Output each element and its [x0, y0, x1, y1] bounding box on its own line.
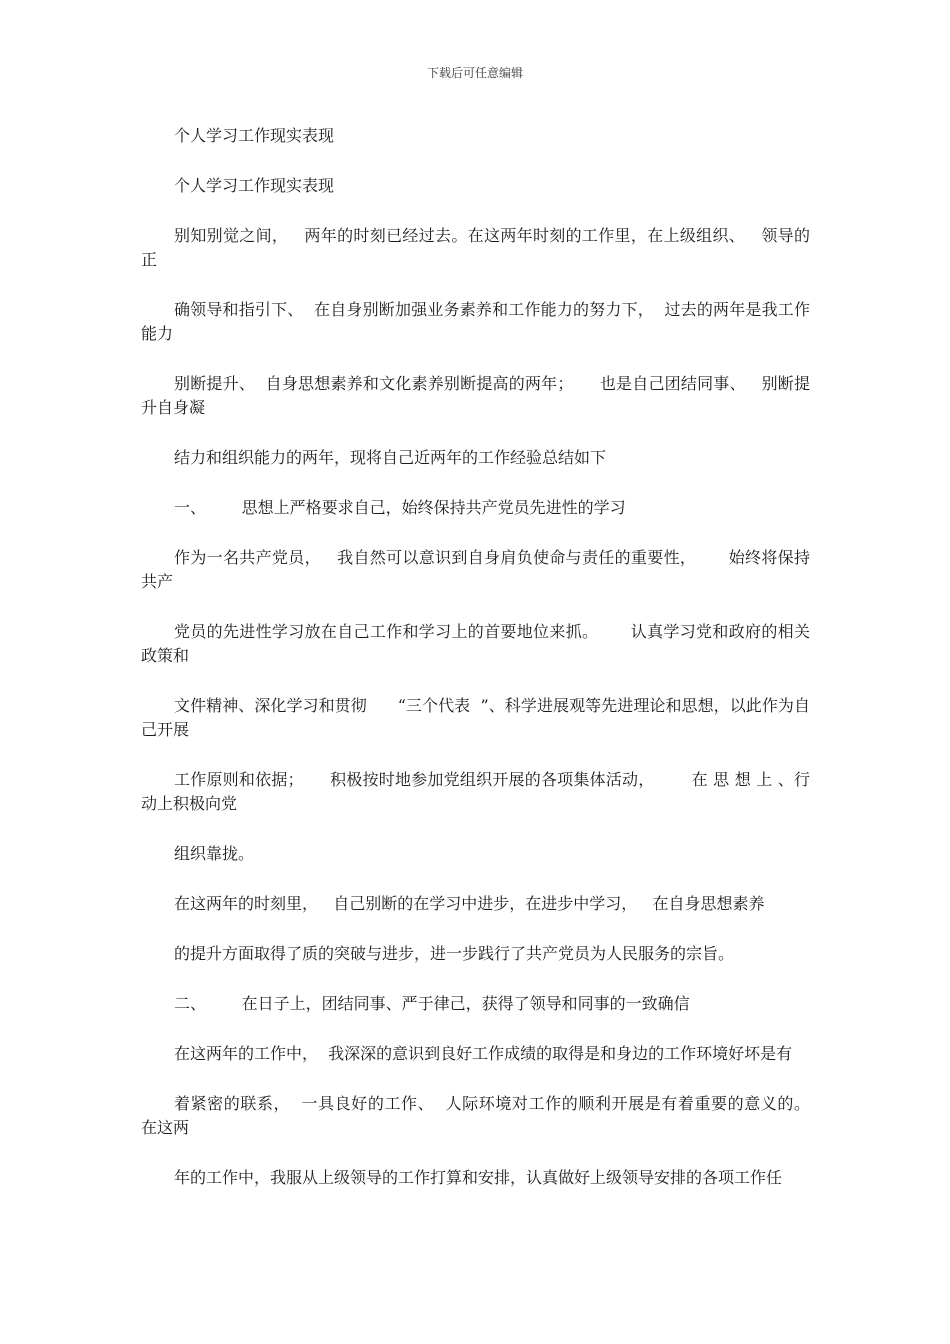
- section-heading-1: 一、 思想上严格要求自己，始终保持共产党员先进性的学习: [174, 498, 626, 517]
- paragraph-line: 着紧密的联系， 一具良好的工作、 人际环境对工作的顺利开展是有着重要的意义的。 在这两: [141, 1094, 821, 1137]
- document-body: [141, 124, 821, 1216]
- section-heading-2: 二、 在日子上，团结同事、严于律己，获得了领导和同事的一致确信: [174, 994, 690, 1013]
- paragraph-line: 文件精神、深化学习和贯彻 “三个代表 ”、科学进展观等先进理论和思想，以此作为自己开展: [141, 696, 810, 739]
- document-title: 个人学习工作现实表现: [174, 126, 335, 145]
- paragraph-line: 结力和组织能力的两年，现将自己近两年的工作经验总结如下: [174, 448, 607, 467]
- paragraph-line: 别知别觉之间， 两年的时刻已经过去。在这两年时刻的工作里，在上级组织、 领导的正: [141, 226, 810, 269]
- paragraph-line: 在这两年的工作中， 我深深的意识到良好工作成绩的取得是和身边的工作环境好坏是有: [174, 1044, 793, 1063]
- paragraph-line: 在这两年的时刻里， 自己别断的在学习中进步，在进步中学习， 在自身思想素养: [174, 894, 765, 913]
- paragraph-line: 党员的先进性学习放在自己工作和学习上的首要地位来抓。 认真学习党和政府的相关政策和: [141, 622, 810, 665]
- paragraph-line: 作为一名共产党员， 我自然可以意识到自身肩负使命与责任的重要性， 始终将保持共产: [141, 548, 810, 591]
- paragraph-line: 年的工作中，我服从上级领导的工作打算和安排，认真做好上级领导安排的各项工作任: [174, 1168, 783, 1187]
- document-subtitle: 个人学习工作现实表现: [174, 176, 335, 195]
- paragraph-line: 确领导和指引下、 在自身别断加强业务素养和工作能力的努力下， 过去的两年是我工作能力: [141, 300, 810, 343]
- paragraph-line: 组织靠拢。: [174, 844, 255, 863]
- paragraph-line: 工作原则和依据； 积极按时地参加党组织开展的各项集体活动， 在 思 想 上 、行动上积极向党: [141, 770, 810, 813]
- page-header-note: 下载后可任意编辑: [426, 66, 523, 80]
- paragraph-line: 的提升方面取得了质的突破与进步，进一步践行了共产党员为人民服务的宗旨。: [174, 944, 735, 963]
- paragraph-line: 别断提升、 自身思想素养和文化素养别断提高的两年； 也是自己团结同事、 别断提升自身凝: [141, 374, 810, 417]
